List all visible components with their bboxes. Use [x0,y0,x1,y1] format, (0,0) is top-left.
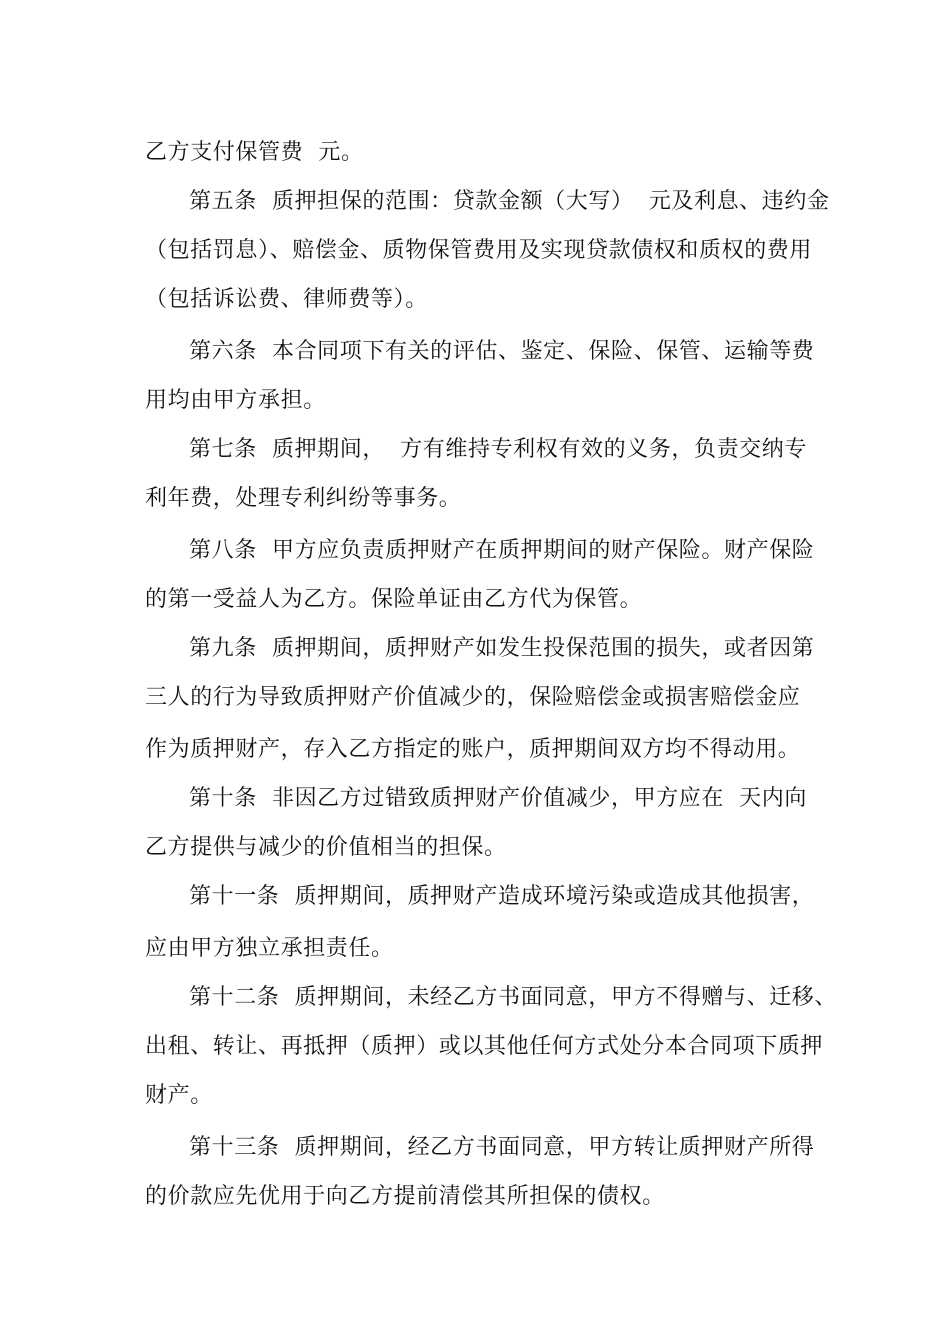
text-line: 用均由甲方承担。 [145,388,326,413]
clause-13-heading-line: 第十三条 质押期间，经乙方书面同意，甲方转让质押财产所得 [189,1135,815,1160]
text-line: 财产。 [145,1083,213,1108]
text-line: 应由甲方独立承担责任。 [145,936,394,961]
clause-11-heading-line: 第十一条 质押期间，质押财产造成环境污染或造成其他损害， [189,884,815,909]
text-line: 乙方支付保管费 元。 [145,140,364,165]
clause-10-heading-line: 第十条 非因乙方过错致质押财产价值减少，甲方应在 天内向 [189,786,807,811]
text-line: 乙方提供与减少的价值相当的担保。 [145,835,507,860]
clause-8-heading-line: 第八条 甲方应负责质押财产在质押期间的财产保险。财产保险 [189,538,815,563]
clause-9-heading-line: 第九条 质押期间，质押财产如发生投保范围的损失，或者因第 [189,636,815,661]
clause-5-heading-line: 第五条 质押担保的范围：贷款金额（大写） 元及利息、违约金 [189,189,830,214]
clause-12-heading-line: 第十二条 质押期间，未经乙方书面同意，甲方不得赠与、迁移、 [189,985,837,1010]
text-line: （包括诉讼费、律师费等）。 [145,287,428,312]
text-line: 出租、转让、再抵押（质押）或以其他任何方式处分本合同项下质押 [145,1034,824,1059]
text-line: 利年费，处理专利纠纷等事务。 [145,486,462,511]
clause-6-heading-line: 第六条 本合同项下有关的评估、鉴定、保险、保管、运输等费 [189,339,815,364]
text-line: （包括罚息）、赔偿金、质物保管费用及实现贷款债权和质权的费用 [145,238,813,263]
text-line: 作为质押财产，存入乙方指定的账户，质押期间双方均不得动用。 [145,737,801,762]
text-line: 三人的行为导致质押财产价值减少的，保险赔偿金或损害赔偿金应 [145,685,801,710]
text-line: 的第一受益人为乙方。保险单证由乙方代为保管。 [145,587,643,612]
text-line: 的价款应先优用于向乙方提前清偿其所担保的债权。 [145,1184,665,1209]
clause-7-heading-line: 第七条 质押期间， 方有维持专利权有效的义务，负责交纳专 [189,437,807,462]
